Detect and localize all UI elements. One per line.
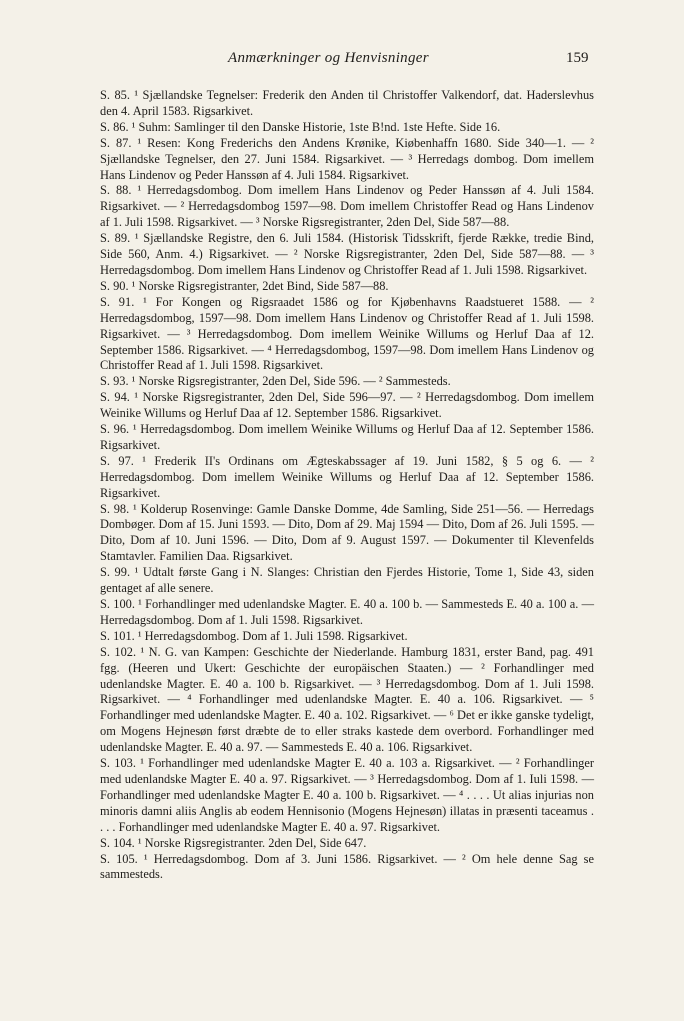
note-s101: S. 101. ¹ Herredagsdombog. Dom af 1. Juli 1598. Rigsarkivet. bbox=[100, 628, 408, 643]
note-s102: S. 102. ¹ N. G. van Kampen: Geschichte der Niederlande. Hamburg 1831, erster Band, pag. 491 fgg. (Heeren und Ukert: Geschichte der europäischen Staaten.) — ² Forhandlinger med udenlandske Magter. E. 40 a. 100 b. Rigsarkivet. — ³ Herredagsdombog. Dom af 1. Juli 1598. Rigsarkivet. — ⁴ Forhandlinger med udenlandske Magter. E. 40 a. 106. Rigsarkivet. — ⁵ Forhandlinger med udenlandske Magter. E. 40 a. 102. Rigsarkivet. — ⁶ Det er ikke ganske tydeligt, om Mogens Hejnesøn først dræbte de to eller straks kastede dem overbord. Forhandlinger med udenlandske Magter. E. 40 a. 97. — Sammesteds E. 40 a. 106. Rigsarkivet. bbox=[100, 644, 594, 755]
running-title: Anmærkninger og Henvisninger bbox=[228, 50, 429, 66]
note-s89: S. 89. ¹ Sjællandske Registre, den 6. Juli 1584. (Historisk Tidsskrift, fjerde Række, tredie Bind, Side 560, Anm. 4.) Rigsarkivet. — ² Norske Rigsregistranter, 2den Del, Side 587—88. — ³ Herredagsdombog. Dom imellem Hans Lindenov og Christoffer Read af 1. Juli 1598. Rigsarkivet. bbox=[100, 231, 594, 277]
note-s87: S. 87. ¹ Resen: Kong Frederichs den Andens Krønike, Kiøbenhaffn 1680. Side 340—1. — ² Sjællandske Tegnelser, den 27. Juni 1584. Rigsarkivet. — ³ Herredags dombog. Dom imellem Hans Lindenov og Peder Hanssøn af 4. Juli 1584. Rigsarkivet. bbox=[100, 135, 594, 182]
page-header bbox=[0, 50, 684, 72]
note-s91: S. 91. ¹ For Kongen og Rigsraadet 1586 og for Kjøbenhavns Raadstueret 1588. — ² Herredagsdombog, 1597—98. Dom imellem Hans Lindenov og Christoffer Read af 1. Juli 1598. Rigsarkivet. — ³ Herredagsdombog. Dom imellem Weinike Willums og Herluf Daa af 12. September 1586. Rigsarkivet. — ⁴ Herredagsdombog, 1597—98. Dom imellem Hans Lindenov og Christoffer Read af 1. Juli 1598. Rigsarkivet. bbox=[100, 294, 594, 373]
page-number: 159 bbox=[566, 50, 589, 66]
note-s105: S. 105. ¹ Herredagsdombog. Dom af 3. Juni 1586. Rigsarkivet. — ² Om hele denne Sag se sammesteds. bbox=[100, 851, 594, 882]
note-s98: S. 98. ¹ Kolderup Rosenvinge: Gamle Danske Domme, 4de Samling, Side 251—56. — Herredags Dombøger. Dom af 15. Juni 1593. — Dito, Dom af 29. Maj 1594 — Dito, Dom af 26. Juli 1595. — Dito, Dom af 10. Juni 1596. — Dito, Dom af 9. August 1597. — Dokumenter til Klevenfelds Stamtavler. Familien Daa. Rigsarkivet. bbox=[100, 501, 594, 564]
note-s100: S. 100. ¹ Forhandlinger med udenlandske Magter. E. 40 a. 100 b. — Sammesteds E. 40 a. 100 a. — Herredagsdombog. Dom af 1. Juli 1598. Rigsarkivet. bbox=[100, 597, 594, 627]
note-s85: S. 85. ¹ Sjællandske Tegnelser: Frederik den Anden til Christoffer Valkendorf, dat. Haderslevhus den 4. April 1583. Rigsarkivet. bbox=[100, 88, 594, 118]
note-s96: S. 96. ¹ Herredagsdombog. Dom imellem Weinike Willums og Herluf Daa af 12. September 1586. Rigsarkivet. bbox=[100, 422, 594, 452]
note-s103: S. 103. ¹ Forhandlinger med udenlandske Magter E. 40 a. 103 a. Rigsarkivet. — ² Forhandlinger med udenlandske Magter E. 40 a. 97. Rigsarkivet. — ³ Herredagsdombog. Dom af 1. Iuli 1598. — Forhandlinger med udenlandske Magter E. 40 a. 100 b. Rigsarkivet. — ⁴ . . . . Ut alias injurias non minoris damni aliis Anglis ab eodem Hennisonio (Mogens Hejnesøn) illatas in præsenti taceamus . . . . Forhandlinger med udenlandske Magter E. 40 a. 97. Rigsarkivet. bbox=[100, 756, 594, 834]
note-s94: S. 94. ¹ Norske Rigsregistranter, 2den Del, Side 596—97. — ² Herredagsdombog. Dom imellem Weinike Willums og Herluf Daa af 12. September 1586. Rigsarkivet. bbox=[100, 390, 594, 421]
note-s93: S. 93. ¹ Norske Rigsregistranter, 2den Del, Side 596. — ² Sammesteds. bbox=[100, 374, 451, 389]
note-s97: S. 97. ¹ Frederik II's Ordinans om Ægteskabssager af 19. Juni 1582, § 5 og 6. — ² Herredagsdombog. Dom imellem Weinike Willums og Herluf Daa af 12. September 1586. Rigsarkivet. bbox=[100, 453, 594, 500]
note-s86: S. 86. ¹ Suhm: Samlinger til den Danske Historie, 1ste B!nd. 1ste Hefte. Side 16. bbox=[100, 119, 501, 134]
notes-body bbox=[100, 88, 594, 883]
note-s90: S. 90. ¹ Norske Rigsregistranter, 2det Bind, Side 587—88. bbox=[100, 278, 389, 293]
note-s99: S. 99. ¹ Udtalt første Gang i N. Slanges: Christian den Fjerdes Historie, Tome 1, Side 43, siden gentaget af alle senere. bbox=[100, 565, 594, 596]
note-s88: S. 88. ¹ Herredagsdombog. Dom imellem Hans Lindenov og Peder Hanssøn af 4. Juli 1584. Rigsarkivet. — ² Herredagsdombog 1597—98. Dom imellem Christoffer Read og Hans Lindenov af 1. Juli 1598. Rigsarkivet. — ³ Norske Rigsregistranter, 2den Del, Side 587—88. bbox=[100, 183, 594, 230]
note-s104: S. 104. ¹ Norske Rigsregistranter. 2den Del, Side 647. bbox=[100, 835, 367, 850]
